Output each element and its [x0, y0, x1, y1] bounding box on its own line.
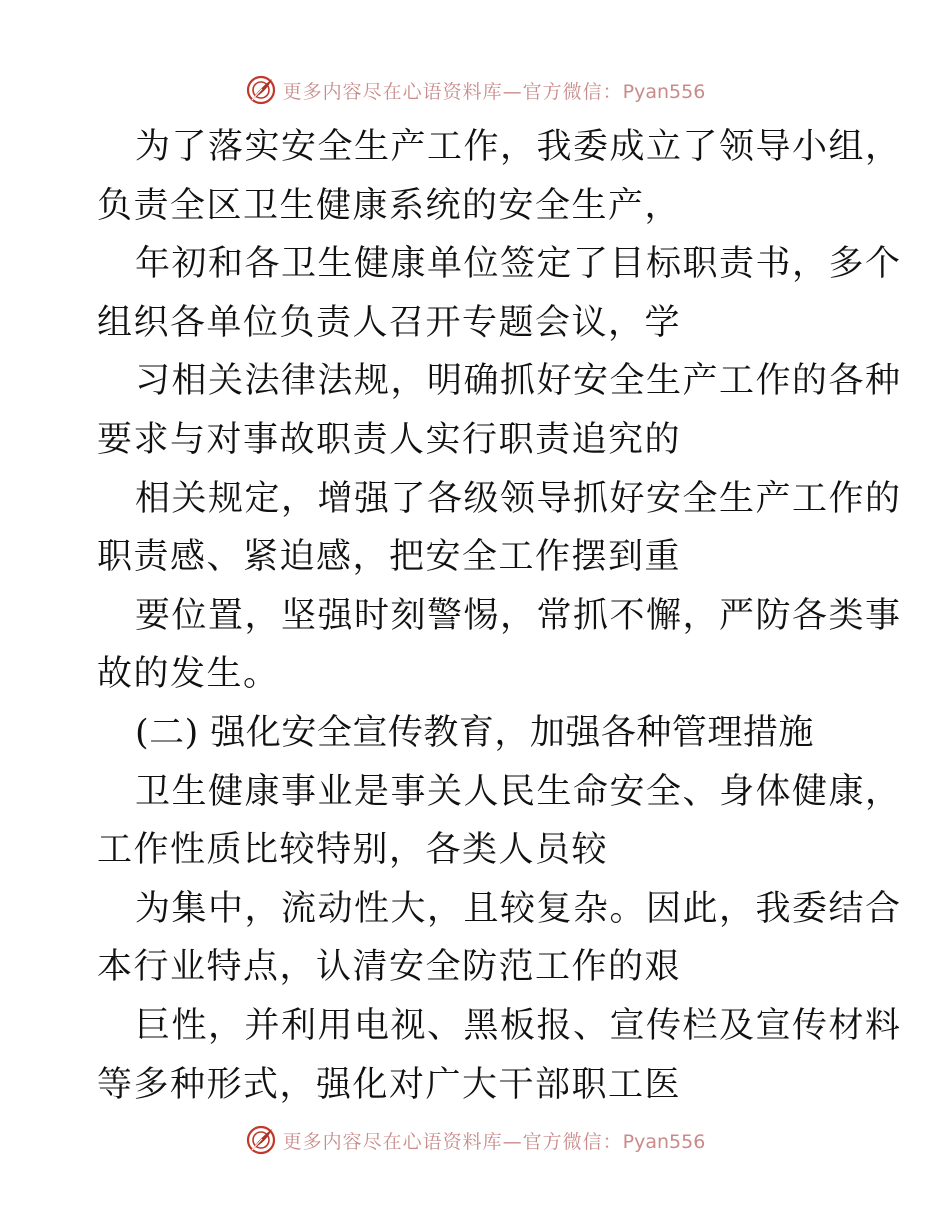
document-body — [97, 118, 902, 1114]
paragraph-line: 年初和各卫生健康单位签定了目标职责书，多个 — [135, 244, 902, 285]
feather-logo-icon — [245, 74, 277, 106]
paragraph-line: 巨性，并利用电视、黑板报、宣传栏及宣传材料 — [135, 1005, 902, 1046]
watermark-text: 更多内容尽在心语资料库—官方微信： — [282, 1130, 623, 1153]
paragraph-line: 相关规定，增强了各级领导抓好安全生产工作的 — [135, 478, 902, 519]
paragraph-line: 工作性质比较特别，各类人员较 — [97, 830, 609, 871]
paragraph-line: 要求与对事故职责人实行职责追究的 — [97, 419, 682, 460]
paragraph-line: 组织各单位负责人召开专题会议，学 — [97, 302, 682, 343]
paragraph-line: 卫生健康事业是事关人民生命安全、身体健康， — [135, 771, 902, 812]
watermark-wechat-id: Pyan556 — [622, 80, 706, 103]
paragraph-line: 负责全区卫生健康系统的安全生产， — [97, 185, 682, 226]
footer-watermark — [0, 1120, 950, 1160]
paragraph-line: 为了落实安全生产工作，我委成立了领导小组， — [135, 127, 902, 167]
paragraph-line: 故的发生。 — [97, 654, 280, 695]
paragraph-line: 本行业特点，认清安全防范工作的艰 — [97, 947, 682, 988]
paragraph-line: 等多种形式，强化对广大干部职工医 — [97, 1064, 682, 1105]
paragraph-line: 职责感、紧迫感，把安全工作摆到重 — [97, 537, 682, 578]
watermark-text: 更多内容尽在心语资料库—官方微信： — [282, 80, 623, 103]
feather-logo-icon — [245, 1124, 277, 1156]
watermark-wechat-id: Pyan556 — [622, 1130, 706, 1153]
section-heading: (二) 强化安全宣传教育，加强各种管理措施 — [135, 712, 814, 753]
header-watermark — [0, 70, 950, 110]
paragraph-line: 习相关法律法规，明确抓好安全生产工作的各种 — [135, 361, 902, 402]
paragraph-line: 要位置，坚强时刻警惕，常抓不懈，严防各类事 — [135, 595, 902, 636]
paragraph-line: 为集中，流动性大，且较复杂。因此，我委结合 — [135, 888, 902, 929]
